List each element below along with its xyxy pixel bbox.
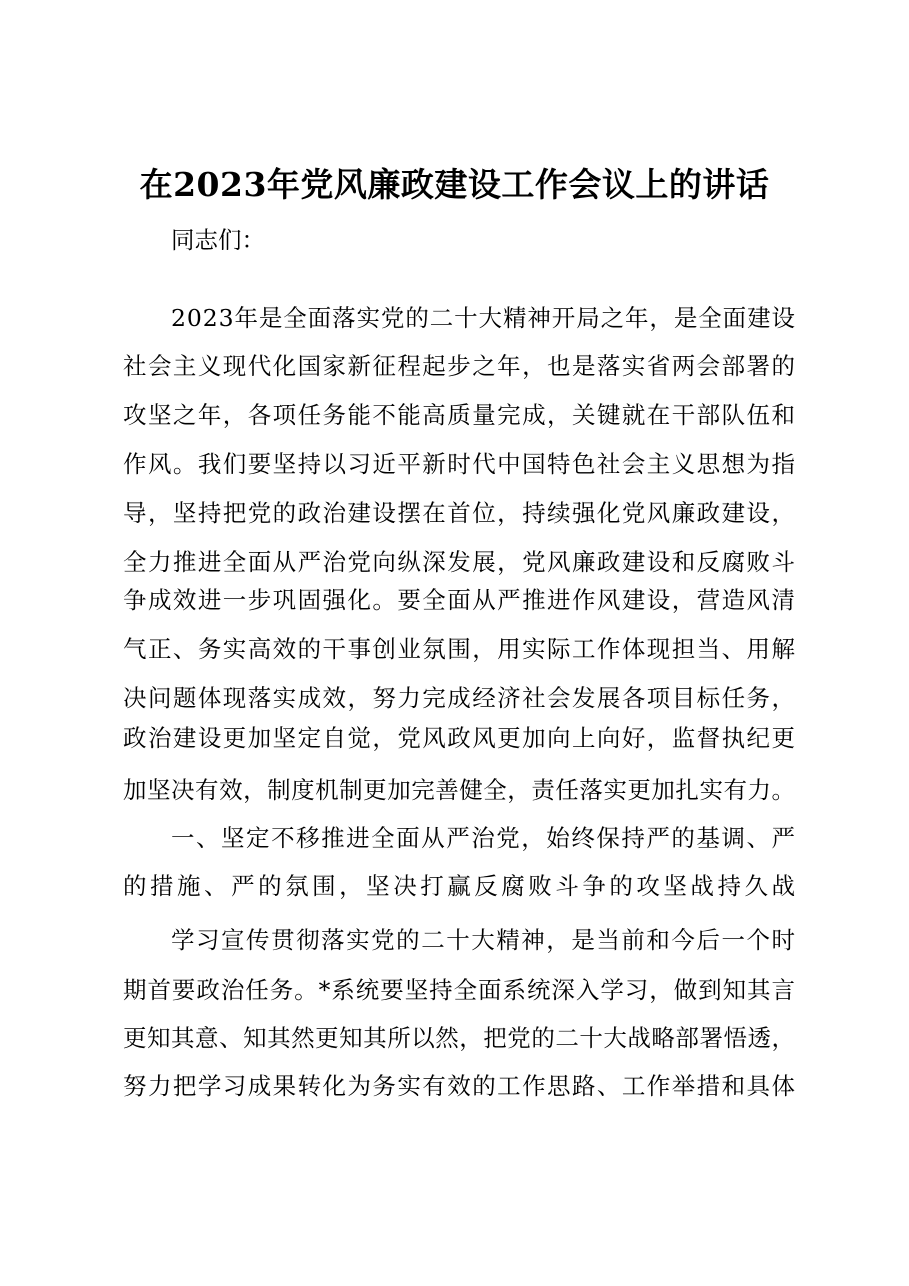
paragraph-line: [0, 864, 909, 908]
paragraph-line: [0, 1064, 909, 1108]
line-text: 一、坚定不移推进全面从严治党，始终保持严的基调、严: [171, 824, 797, 852]
paragraph-line: [0, 918, 909, 962]
paragraph-line: [0, 816, 909, 860]
line-text: 决问题体现落实成效，努力完成经济社会发展各项目标任务，: [123, 684, 797, 712]
line-text: 的措施、严的氛围，坚决打赢反腐败斗争的攻坚战持久战: [123, 872, 799, 900]
line-text: 期首要政治任务。*系统要坚持全面系统深入学习，做到知其言: [123, 976, 796, 1004]
line-text: 气正、务实高效的干事创业氛围，用实际工作体现担当、用解: [123, 635, 797, 663]
paragraph-line: [0, 768, 909, 812]
line-text: 同志们：: [171, 226, 265, 254]
document-title: 在2023年党风廉政建设工作会议上的讲话: [139, 165, 770, 204]
paragraph-line: [0, 968, 909, 1012]
line-text: 政治建设更加坚定自觉，党风政风更加向上向好，监督执纪更: [123, 724, 797, 752]
paragraph-line: [0, 578, 909, 622]
line-text: 攻坚之年，各项任务能不能高质量完成，关键就在干部队伍和: [123, 401, 797, 429]
line-text: 努力把学习成果转化为务实有效的工作思路、工作举措和具体: [123, 1072, 797, 1100]
line-text: 加坚决有效，制度机制更加完善健全，责任落实更加扎实有力。: [123, 776, 796, 804]
paragraph-line: [0, 296, 909, 340]
line-text: 学习宣传贯彻落实党的二十大精神，是当前和今后一个时: [171, 926, 797, 954]
line-text: 争成效进一步巩固强化。要全面从严推进作风建设，营造风清: [123, 586, 797, 614]
paragraph-line: [0, 627, 909, 671]
line-text: 导，坚持把党的政治建设摆在首位，持续强化党风廉政建设，: [123, 499, 797, 527]
line-text: 2023年是全面落实党的二十大精神开局之年，是全面建设: [171, 304, 796, 332]
paragraph-line: [0, 716, 909, 760]
line-text: 全力推进全面从严治党向纵深发展，党风廉政建设和反腐败斗: [123, 548, 797, 576]
line-text: 更知其意、知其然更知其所以然，把党的二十大战略部署悟透，: [123, 1024, 796, 1052]
paragraph-line: [0, 442, 909, 486]
paragraph-line: [0, 393, 909, 437]
paragraph-line: [0, 676, 909, 720]
paragraph-line: [0, 491, 909, 535]
paragraph-line: [0, 218, 909, 262]
paragraph-line: [0, 1016, 909, 1060]
paragraph-line: [0, 344, 909, 388]
line-text: 作风。我们要坚持以习近平新时代中国特色社会主义思想为指: [123, 450, 797, 478]
line-text: 社会主义现代化国家新征程起步之年，也是落实省两会部署的: [123, 352, 797, 380]
